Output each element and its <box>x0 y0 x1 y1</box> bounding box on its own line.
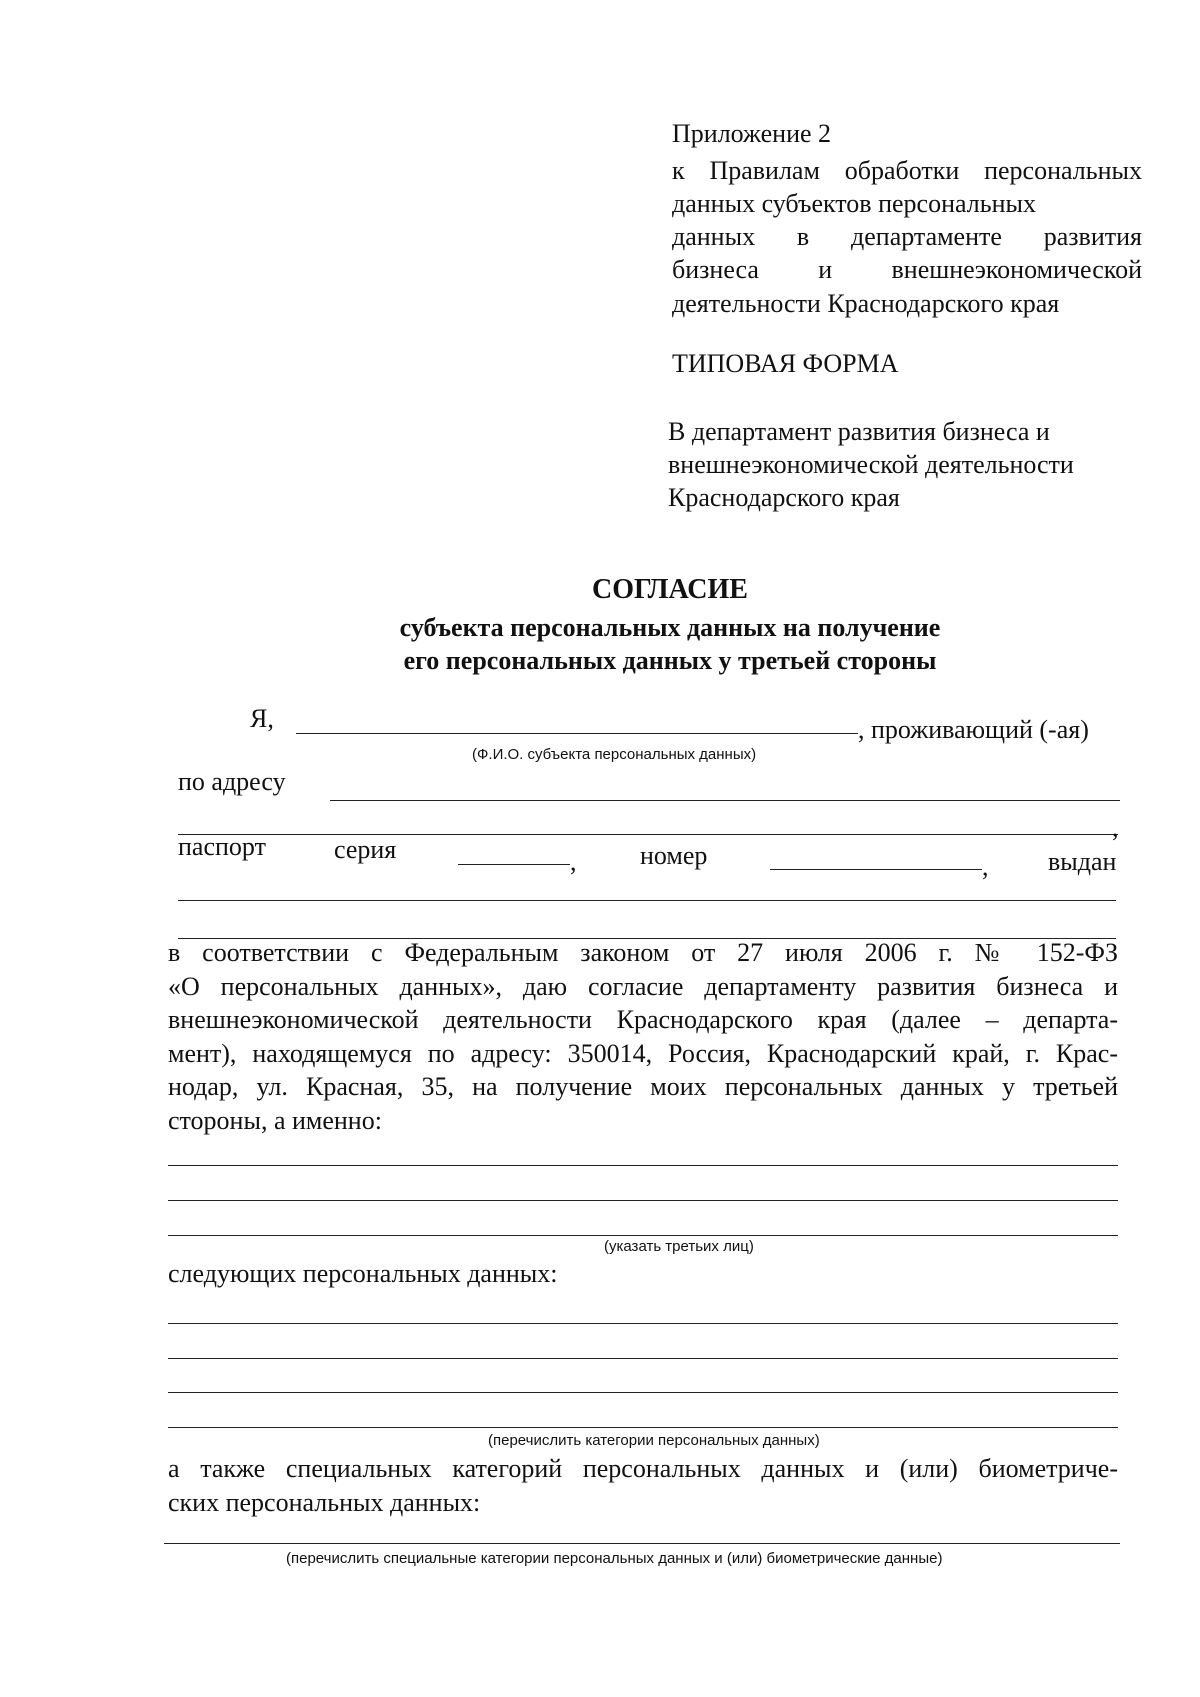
body-line: мент), находящемуся по адресу: 350014, Россия, Краснодарский край, г. Крас- <box>168 1038 1118 1068</box>
consent-body <box>168 936 1118 1137</box>
appendix-line: деятельности Краснодарского края <box>672 289 1060 318</box>
special-line: ских персональных данных: <box>168 1487 481 1517</box>
third-party-input-line[interactable] <box>168 1165 1118 1166</box>
number-label: номер <box>640 841 708 870</box>
body-line: «О персональных данных», даю согласие департаменту развития бизнеса и <box>168 971 1118 1001</box>
series-input-line[interactable] <box>458 864 570 865</box>
body-line: в соответствии с Федеральным законом от 27 июля 2006 г. № 152-ФЗ <box>168 938 1118 967</box>
body-line: нодар, ул. Красная, 35, на получение моих персональных данных у третьей <box>168 1072 1118 1101</box>
number-comma: , <box>982 852 989 881</box>
living-label: , проживающий (-ая) <box>858 715 1089 744</box>
addressee-line: В департамент развития бизнеса и <box>668 417 1050 446</box>
addressee-line: Краснодарского края <box>668 483 900 512</box>
special-categories-caption: (перечислить специальные категории персональных данных и (или) биометрические данные) <box>286 1550 943 1567</box>
appendix-line: к Правилам обработки персональных <box>672 156 1142 185</box>
series-label: серия <box>334 835 397 864</box>
appendix-line: данных в департаменте развития <box>672 222 1142 251</box>
categories-input-line[interactable] <box>168 1323 1118 1324</box>
body-line: стороны, а именно: <box>168 1105 382 1135</box>
appendix-line: данных субъектов персональных <box>672 189 1036 218</box>
third-party-input-line[interactable] <box>168 1235 1118 1236</box>
following-data-label: следующих персональных данных: <box>168 1259 558 1288</box>
passport-label: паспорт <box>178 832 266 861</box>
categories-input-line[interactable] <box>168 1427 1118 1428</box>
address-comma: , <box>1112 813 1119 842</box>
form-type-label: ТИПОВАЯ ФОРМА <box>672 349 899 378</box>
address-input-line[interactable] <box>330 800 1120 801</box>
special-categories-input-line[interactable] <box>164 1543 1120 1544</box>
issued-input-line[interactable] <box>178 900 1116 901</box>
document-subtitle: его персональных данных у третьей стороны <box>403 646 937 675</box>
address-label: по адресу <box>178 767 286 796</box>
third-parties-caption: (указать третьих лиц) <box>604 1238 754 1255</box>
third-party-input-line[interactable] <box>168 1200 1118 1201</box>
body-line: внешнеэкономической деятельности Краснодарского края (далее – департа- <box>168 1005 1118 1034</box>
categories-input-line[interactable] <box>168 1358 1118 1359</box>
ya-label: Я, <box>250 704 274 733</box>
special-line: а также специальных категорий персональных данных и (или) биометриче- <box>168 1454 1118 1483</box>
appendix-line: бизнеса и внешнеэкономической <box>672 255 1142 284</box>
fio-caption: (Ф.И.О. субъекта персональных данных) <box>472 746 757 763</box>
appendix-number: Приложение 2 <box>672 119 832 148</box>
addressee-line: внешнеэкономической деятельности <box>668 450 1074 479</box>
categories-input-line[interactable] <box>168 1392 1118 1393</box>
series-comma: , <box>570 847 577 876</box>
document-subtitle: субъекта персональных данных на получение <box>399 613 941 642</box>
fio-input-line[interactable] <box>296 733 858 734</box>
categories-caption: (перечислить категории персональных данных) <box>488 1432 820 1449</box>
document-title: СОГЛАСИЕ <box>592 574 748 605</box>
number-input-line[interactable] <box>770 869 982 870</box>
address-input-line-2[interactable] <box>178 834 1118 835</box>
special-categories-text <box>168 1452 1118 1519</box>
issued-label: выдан <box>1048 847 1117 876</box>
